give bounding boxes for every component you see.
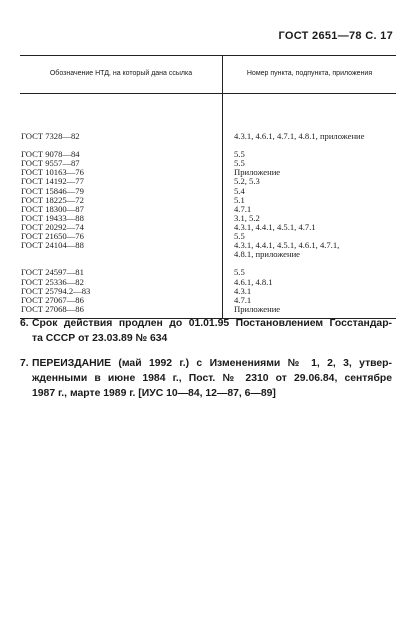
table-cell-document: ГОСТ 9078—84 xyxy=(21,149,80,160)
column-header-document: Обозначение НТД, на который дана ссылка xyxy=(20,56,223,93)
table-cell-document: ГОСТ 21650—76 xyxy=(21,231,84,242)
column-header-clause: Номер пункта, подпункта, приложения xyxy=(246,70,373,78)
note-6-number: 6. xyxy=(20,318,29,329)
note-7-line-1 xyxy=(20,356,392,371)
table-cell-clause: 4.7.1 xyxy=(234,203,252,214)
page-header: ГОСТ 2651—78 С. 17 xyxy=(278,30,393,42)
clause-column xyxy=(223,94,396,318)
table-cell-document: ГОСТ 20292—74 xyxy=(21,221,84,232)
note-7-line-3: 1987 г., марте 1989 г. [ИУС 10—84, 12—87, 6—89] xyxy=(32,388,276,399)
table-cell-document: ГОСТ 9557—87 xyxy=(21,158,80,169)
table-cell-document: ГОСТ 27067—86 xyxy=(21,294,84,305)
note-6-line-1 xyxy=(20,316,392,331)
table-cell-document: ГОСТ 27068—86 xyxy=(21,303,84,314)
table-cell-clause: Приложение xyxy=(234,167,281,178)
note-7-number: 7. xyxy=(20,358,29,369)
table-cell-document: ГОСТ 7328—82 xyxy=(21,131,80,141)
table-cell-clause: 4.7.1 xyxy=(234,294,252,305)
table-cell-document: ГОСТ 25794.2—83 xyxy=(21,285,91,296)
table-cell-document: ГОСТ 10163—76 xyxy=(21,167,84,178)
note-6 xyxy=(20,316,392,346)
table-cell-clause: 4.3.1, 4.4.1, 4.5.1, 4.6.1, 4.7.1, 4.8.1, приложение xyxy=(234,240,340,260)
table-cell-document: ГОСТ 24597—81 xyxy=(21,267,84,278)
document-column xyxy=(20,94,223,318)
note-6-line-2: та СССР от 23.03.89 № 634 xyxy=(32,333,168,344)
table-cell-clause: 4.3.1, 4.6.1, 4.7.1, 4.8.1, приложение xyxy=(234,131,365,141)
table-cell-clause: 3.1, 5.2 xyxy=(234,212,260,223)
table-cell-clause: 4.3.1, 4.4.1, 4.5.1, 4.7.1 xyxy=(234,221,316,232)
table-cell-document: ГОСТ 19433—88 xyxy=(21,212,84,223)
table-cell-document: ГОСТ 18300—87 xyxy=(21,203,84,214)
note-7-text-1: ПЕРЕИЗДАНИЕ (май 1992 г.) с Изменениями № 1, 2, 3, утвер- xyxy=(32,358,392,369)
table-body xyxy=(20,94,396,318)
table-cell-clause: 5.5 xyxy=(234,231,245,242)
table-cell-document: ГОСТ 25336—82 xyxy=(21,276,84,287)
table-cell-clause: 5.5 xyxy=(234,267,245,278)
note-6-text-1: Срок действия продлен до 01.01.95 Постановлением Госстандар- xyxy=(32,318,392,329)
note-7-line-2: жденными в июне 1984 г., Пост. № 2310 от 29.06.84, сентябре xyxy=(32,373,392,384)
reference-table xyxy=(20,55,396,319)
table-cell-clause: 5.1 xyxy=(234,194,245,205)
table-cell-clause: 5.5 xyxy=(234,149,245,160)
table-cell-document: ГОСТ 14192—77 xyxy=(21,176,84,187)
table-cell-clause: 4.3.1 xyxy=(234,285,252,296)
note-7 xyxy=(20,356,392,401)
table-cell-document: ГОСТ 18225—72 xyxy=(21,194,84,205)
table-header-row xyxy=(20,56,396,94)
table-cell-clause: 4.6.1, 4.8.1 xyxy=(234,276,273,287)
table-cell-clause: 5.5 xyxy=(234,158,245,169)
table-cell-clause: Приложение xyxy=(234,303,281,314)
table-cell-clause: 5.2, 5.3 xyxy=(234,176,260,187)
table-cell-clause: 5.4 xyxy=(234,185,245,196)
table-cell-document: ГОСТ 15846—79 xyxy=(21,185,84,196)
table-cell-document: ГОСТ 24104—88 xyxy=(21,240,84,251)
